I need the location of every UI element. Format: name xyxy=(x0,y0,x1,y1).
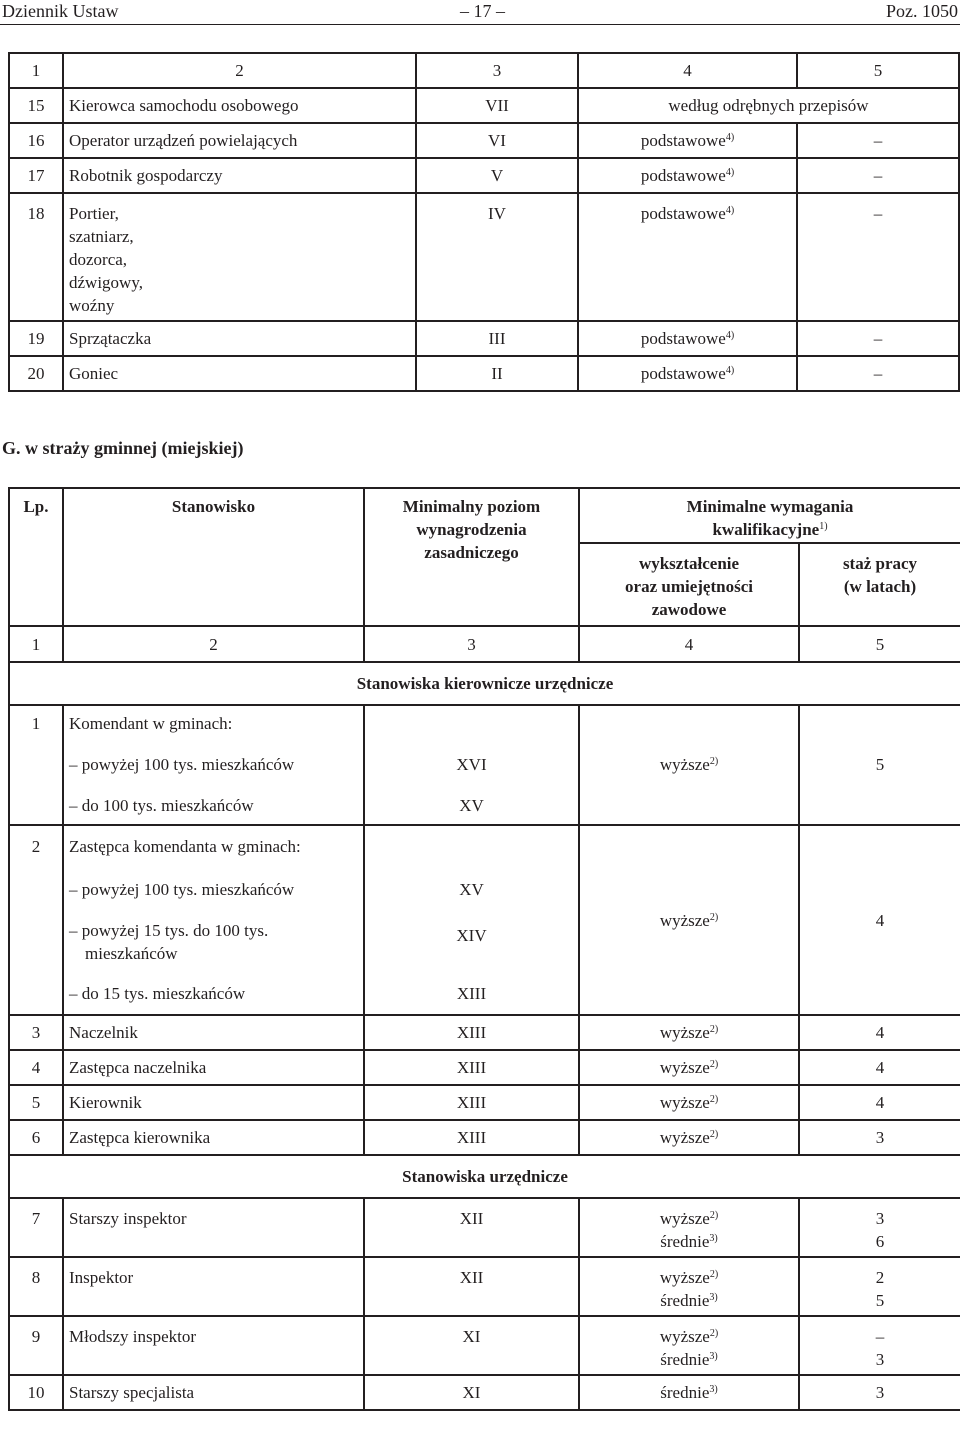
row-lp: 5 xyxy=(9,1085,63,1120)
header-min-salary: Minimalny poziom wynagrodzenia zasadniczego xyxy=(364,488,579,626)
row-level: XI xyxy=(364,1316,579,1375)
column-numbers-row xyxy=(9,53,959,88)
group-heading: Stanowiska urzędnicze xyxy=(9,1155,960,1198)
row-position: Goniec xyxy=(63,356,416,391)
row-lp: 18 xyxy=(9,193,63,321)
table-row xyxy=(9,1198,960,1257)
col-number: 4 xyxy=(579,626,799,662)
row-education: wyższe$^{2)}$ średnie$^{3)}$ xyxy=(579,1316,799,1375)
row-level: III xyxy=(416,321,578,356)
row-lp: 2 xyxy=(9,825,63,867)
sub-position: – powyżej 100 tys. mieszkańców xyxy=(63,867,364,911)
row-level: XIII xyxy=(364,1050,579,1085)
row-experience: 4 xyxy=(799,1015,960,1050)
sub-position: – powyżej 15 tys. do 100 tys. mieszkańców xyxy=(63,911,364,973)
row-lp: 7 xyxy=(9,1198,63,1257)
header-min-requirements: Minimalne wymagania kwalifikacyjne$^{1)}$ xyxy=(579,488,960,543)
row-experience: – xyxy=(797,356,959,391)
table-row xyxy=(9,1257,960,1316)
row-lp: 9 xyxy=(9,1316,63,1375)
table-staff-positions xyxy=(8,52,960,392)
group-heading: Stanowiska kierownicze urzędnicze xyxy=(9,662,960,705)
table-row xyxy=(9,1050,960,1085)
table-city-guard xyxy=(8,487,960,1411)
row-level: XI xyxy=(364,1375,579,1410)
col-number: 3 xyxy=(416,53,578,88)
row-education: podstawowe$^{4)}$ xyxy=(578,321,797,356)
header-row xyxy=(9,488,960,543)
col-number: 3 xyxy=(364,626,579,662)
table-row xyxy=(9,705,960,741)
row-position: Starszy inspektor xyxy=(63,1198,364,1257)
row-level: XIII xyxy=(364,1085,579,1120)
row-position: Sprzątaczka xyxy=(63,321,416,356)
row-education: wyższe$^{2)}$ xyxy=(579,741,799,787)
column-numbers-row xyxy=(9,626,960,662)
sub-position: – do 15 tys. mieszkańców xyxy=(63,973,364,1015)
page-number: – 17 – xyxy=(460,1,505,21)
row-level: VII xyxy=(416,88,578,123)
row-experience: 3 xyxy=(799,1120,960,1155)
row-position: Robotnik gospodarczy xyxy=(63,158,416,193)
row-level: XIII xyxy=(364,973,579,1015)
row-education: wyższe$^{2)}$ xyxy=(579,1050,799,1085)
group-row xyxy=(9,1155,960,1198)
sub-position: – do 100 tys. mieszkańców xyxy=(63,787,364,825)
row-position: Inspektor xyxy=(63,1257,364,1316)
row-position: Kierownik xyxy=(63,1085,364,1120)
col-number: 1 xyxy=(9,53,63,88)
table-row xyxy=(9,1375,960,1410)
row-position: Komendant w gminach: xyxy=(63,705,364,741)
col-number: 4 xyxy=(578,53,797,88)
row-experience: 5 xyxy=(799,741,960,787)
row-level: IV xyxy=(416,193,578,321)
row-education: wyższe$^{2)}$ xyxy=(579,867,799,973)
row-education: wyższe$^{2)}$ średnie$^{3)}$ xyxy=(579,1198,799,1257)
row-position: Starszy specjalista xyxy=(63,1375,364,1410)
header-lp: Lp. xyxy=(9,488,63,626)
row-experience: 3 xyxy=(799,1375,960,1410)
col-number: 2 xyxy=(63,626,364,662)
row-level: II xyxy=(416,356,578,391)
row-education: podstawowe$^{4)}$ xyxy=(578,158,797,193)
table-row xyxy=(9,193,959,321)
row-education: podstawowe$^{4)}$ xyxy=(578,193,797,321)
row-position: Kierowca samochodu osobowego xyxy=(63,88,416,123)
table-row xyxy=(9,867,960,911)
row-lp: 3 xyxy=(9,1015,63,1050)
col-number: 1 xyxy=(9,626,63,662)
row-experience: – xyxy=(797,193,959,321)
section-heading: G. w straży gminnej (miejskiej) xyxy=(2,438,244,458)
row-lp: 8 xyxy=(9,1257,63,1316)
row-education: średnie$^{3)}$ xyxy=(579,1375,799,1410)
row-position: Zastępca naczelnika xyxy=(63,1050,364,1085)
row-lp: 17 xyxy=(9,158,63,193)
row-lp: 19 xyxy=(9,321,63,356)
row-lp: 6 xyxy=(9,1120,63,1155)
row-experience: 3 6 xyxy=(799,1198,960,1257)
row-level: XIV xyxy=(364,911,579,973)
row-education: wyższe$^{2)}$ xyxy=(579,1120,799,1155)
table-row xyxy=(9,1015,960,1050)
row-level: XII xyxy=(364,1257,579,1316)
header-education: wykształcenie oraz umiejętności zawodowe xyxy=(579,543,799,626)
row-requirements: według odrębnych przepisów xyxy=(578,88,959,123)
row-level: VI xyxy=(416,123,578,158)
row-lp: 16 xyxy=(9,123,63,158)
row-position: Młodszy inspektor xyxy=(63,1316,364,1375)
row-position: Zastępca komendanta w gminach: xyxy=(63,825,364,867)
row-experience: – 3 xyxy=(799,1316,960,1375)
row-level: XII xyxy=(364,1198,579,1257)
row-education: podstawowe$^{4)}$ xyxy=(578,356,797,391)
row-experience: 4 xyxy=(799,1085,960,1120)
row-position: Portier, szatniarz, dozorca, dźwigowy, woźny xyxy=(63,193,416,321)
row-level: V xyxy=(416,158,578,193)
row-education: wyższe$^{2)}$ średnie$^{3)}$ xyxy=(579,1257,799,1316)
col-number: 5 xyxy=(799,626,960,662)
col-number: 5 xyxy=(797,53,959,88)
table-row xyxy=(9,1316,960,1375)
row-education: podstawowe$^{4)}$ xyxy=(578,123,797,158)
table-row xyxy=(9,825,960,867)
journal-title: Dziennik Ustaw xyxy=(2,1,119,21)
position-number: Poz. 1050 xyxy=(886,1,958,21)
row-experience: – xyxy=(797,321,959,356)
table-row xyxy=(9,973,960,1015)
table-row xyxy=(9,321,959,356)
sub-position: – powyżej 100 tys. mieszkańców xyxy=(63,741,364,787)
row-lp: 4 xyxy=(9,1050,63,1085)
row-experience: – xyxy=(797,158,959,193)
header-rule xyxy=(0,24,960,25)
col-number: 2 xyxy=(63,53,416,88)
header-experience: staż pracy (w latach) xyxy=(799,543,960,626)
row-lp: 1 xyxy=(9,705,63,741)
row-position: Operator urządzeń powielających xyxy=(63,123,416,158)
row-education: wyższe$^{2)}$ xyxy=(579,1015,799,1050)
group-row xyxy=(9,662,960,705)
row-experience: – xyxy=(797,123,959,158)
row-education: wyższe$^{2)}$ xyxy=(579,1085,799,1120)
table-row xyxy=(9,741,960,787)
row-lp: 15 xyxy=(9,88,63,123)
header-position: Stanowisko xyxy=(63,488,364,626)
row-level: XIII xyxy=(364,1015,579,1050)
table-row xyxy=(9,787,960,825)
table-row xyxy=(9,88,959,123)
table-row xyxy=(9,158,959,193)
row-level: XIII xyxy=(364,1120,579,1155)
row-position: Zastępca kierownika xyxy=(63,1120,364,1155)
row-experience: 4 xyxy=(799,867,960,973)
row-lp: 20 xyxy=(9,356,63,391)
row-level: XVI xyxy=(364,741,579,787)
row-lp: 10 xyxy=(9,1375,63,1410)
table-row xyxy=(9,123,959,158)
row-level: XV xyxy=(364,867,579,911)
page-header xyxy=(0,0,960,24)
row-position: Naczelnik xyxy=(63,1015,364,1050)
table-row xyxy=(9,356,959,391)
table-row xyxy=(9,1120,960,1155)
row-experience: 4 xyxy=(799,1050,960,1085)
table-row xyxy=(9,1085,960,1120)
row-experience: 2 5 xyxy=(799,1257,960,1316)
row-level: XV xyxy=(364,787,579,825)
